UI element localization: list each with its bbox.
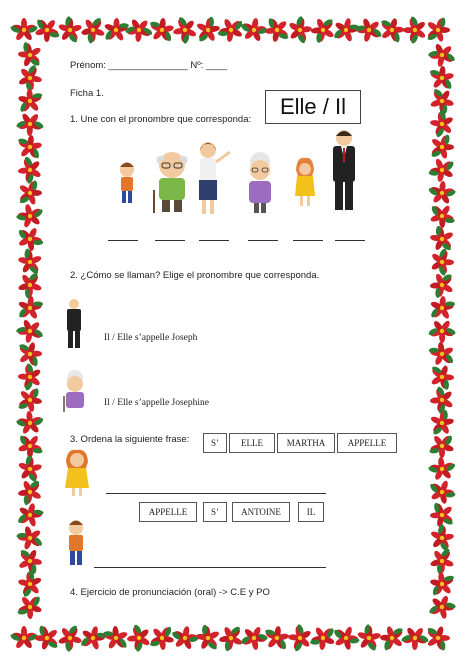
man-in-suit-icon: [333, 130, 355, 210]
grandmother-icon: [60, 372, 90, 414]
boy-icon: [64, 520, 88, 570]
answer-line[interactable]: [106, 493, 326, 494]
header-name-number-line: Prénom: _______________ Nº: ____: [70, 60, 228, 71]
poinsettia-icon: [287, 622, 313, 653]
poinsettia-icon: [126, 623, 152, 654]
word-tile[interactable]: S’: [203, 433, 227, 453]
poinsettia-icon: [214, 620, 248, 657]
teacher-icon: [199, 142, 230, 214]
poinsettia-icon: [12, 522, 47, 554]
poinsettia-icon: [425, 593, 459, 622]
poinsettia-icon: [9, 626, 38, 649]
man-in-suit-icon: [62, 298, 86, 350]
ficha-title: Ficha 1.: [70, 88, 104, 99]
answer-blank[interactable]: [199, 240, 229, 242]
poinsettia-icon: [304, 620, 341, 655]
poinsettia-icon: [427, 180, 458, 206]
answer-blank[interactable]: [108, 240, 138, 242]
pronoun-label-box: Elle / Il: [265, 90, 361, 124]
poinsettia-icon: [426, 455, 458, 482]
poinsettia-icon: [354, 621, 384, 655]
poinsettia-icon: [424, 291, 461, 326]
word-tile[interactable]: ANTOINE: [232, 502, 290, 522]
answer-blank[interactable]: [248, 240, 278, 242]
poinsettia-icon: [15, 567, 44, 600]
exercise-2-instruction: 2. ¿Cómo se llaman? Elige el pronombre que corresponda.: [70, 270, 320, 281]
poinsettia-icon: [328, 621, 364, 654]
poinsettia-icon: [287, 14, 313, 45]
poinsettia-icon: [403, 15, 427, 44]
exercise-3-instruction: 3. Ordena la siguiente frase:: [70, 434, 190, 445]
poinsettia-icon: [75, 622, 111, 654]
poinsettia-icon: [425, 41, 458, 70]
word-tile[interactable]: APPELLE: [337, 433, 397, 453]
poinsettia-icon: [400, 626, 429, 650]
poinsettia-icon: [191, 12, 225, 48]
answer-blank[interactable]: [293, 240, 323, 242]
word-tile[interactable]: MARTHA: [277, 433, 335, 453]
exercise-1-instruction: 1. Une con el pronombre que corresponda:: [70, 114, 252, 125]
girl-icon: [295, 158, 315, 206]
poinsettia-icon: [16, 452, 45, 486]
poinsettia-icon: [77, 12, 109, 48]
poinsettia-icon: [420, 11, 456, 48]
grandfather-icon: [154, 152, 185, 213]
word-tile[interactable]: ELLE: [229, 433, 275, 453]
girl-icon: [64, 448, 90, 498]
poinsettia-icon: [9, 18, 38, 41]
poinsettia-icon: [124, 17, 155, 43]
poinsettia-icon: [15, 410, 46, 436]
family-characters: [112, 130, 372, 220]
word-tile[interactable]: IL: [298, 502, 324, 522]
poinsettia-icon: [352, 15, 386, 45]
exercise-4-instruction: 4. Ejercicio de pronunciación (oral) -> C.E y PO: [70, 587, 270, 598]
poinsettia-icon: [429, 385, 454, 416]
poinsettia-icon: [13, 201, 47, 231]
poinsettia-icon: [427, 319, 456, 343]
poinsettia-icon: [15, 112, 45, 136]
sentence-josephine: Il / Elle s’appelle Josephine: [104, 398, 209, 408]
poinsettia-icon: [424, 475, 460, 508]
poinsettia-icon: [17, 154, 43, 185]
poinsettia-icon: [170, 14, 199, 47]
poinsettia-icon: [169, 623, 202, 652]
poinsettia-icon: [430, 247, 454, 277]
answer-blank[interactable]: [335, 240, 365, 242]
poinsettia-icon: [13, 474, 47, 511]
poinsettia-icon: [17, 362, 42, 392]
poinsettia-icon: [238, 624, 271, 652]
poinsettia-icon: [11, 589, 48, 625]
answer-line[interactable]: [94, 567, 326, 568]
answer-blank[interactable]: [155, 240, 185, 242]
poinsettia-icon: [428, 522, 456, 555]
sentence-joseph: Il / Elle s’appelle Joseph: [104, 333, 198, 343]
word-tile[interactable]: S’: [203, 502, 227, 522]
poinsettia-icon: [428, 108, 455, 140]
poinsettia-icon: [12, 499, 48, 531]
boy-icon: [120, 163, 134, 204]
poinsettia-icon: [55, 621, 86, 655]
poinsettia-icon: [55, 13, 86, 47]
poinsettia-icon: [143, 619, 180, 656]
grandmother-icon: [249, 152, 271, 213]
poinsettia-icon: [238, 16, 271, 44]
word-tile[interactable]: APPELLE: [139, 502, 197, 522]
poinsettia-icon: [13, 317, 46, 346]
